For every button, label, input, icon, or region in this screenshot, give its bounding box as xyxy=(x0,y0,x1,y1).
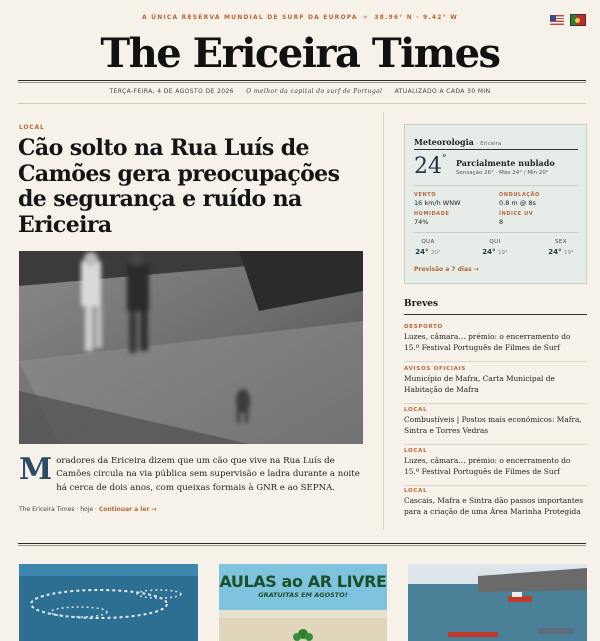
wind-stat xyxy=(414,192,461,207)
aulas-subtitle: GRATUITAS EM AGOSTO! xyxy=(258,591,348,599)
section-rule xyxy=(18,543,586,544)
continue-reading-link[interactable]: Continuar a ler → xyxy=(98,506,157,513)
byline-text: The Ericeira Times · hoje · xyxy=(19,506,97,513)
brief-text: Combustíveis | Postos mais económicos: Mafra, Sintra e Torres Vedras xyxy=(404,415,582,435)
masthead-rule xyxy=(18,80,586,81)
brief-text: Luzes, câmara… prémio: o encerramento do 15.º Festival Português de Filmes de Surf xyxy=(404,456,571,476)
stat-label: ONDULAÇÃO xyxy=(499,192,540,198)
harbour-photo xyxy=(408,564,587,641)
dateline xyxy=(0,88,600,95)
stat-label: ÍNDICE UV xyxy=(499,211,534,217)
forecast-high: 24° xyxy=(415,248,429,256)
brief-category: LOCAL xyxy=(404,488,428,494)
seven-day-forecast-link[interactable]: Previsão a 7 dias → xyxy=(414,266,479,273)
tagline-text: A ÚNICA RESERVA MUNDIAL DE SURF DA EUROPA xyxy=(142,14,358,21)
forecast-low: 19° xyxy=(497,250,508,256)
stat-label: HUMIDADE xyxy=(414,211,450,217)
main-story-kicker[interactable]: LOCAL xyxy=(19,124,45,131)
uv-stat xyxy=(499,211,533,226)
forecast-day-name: SEX xyxy=(555,239,567,245)
brief-category: LOCAL xyxy=(404,448,428,454)
weather-condition: Parcialmente nublado xyxy=(456,158,555,168)
aulas-title: AULAS ao AR LIVRE xyxy=(219,572,387,591)
forecast-day xyxy=(475,239,515,256)
column-divider xyxy=(383,112,384,530)
masthead-title[interactable]: The Ericeira Times xyxy=(100,30,500,77)
main-story-image[interactable] xyxy=(19,251,363,444)
dropcap: M xyxy=(19,452,53,487)
brief-item[interactable] xyxy=(404,366,587,404)
forecast-low: 19° xyxy=(563,250,574,256)
weather-title-text: Meteorologia xyxy=(414,137,474,147)
forecast-day-name: QUI xyxy=(489,239,501,245)
weather-widget xyxy=(404,124,587,284)
weather-title xyxy=(414,137,501,147)
forecast-divider xyxy=(414,232,578,233)
forecast-temps xyxy=(541,248,581,256)
brief-category: LOCAL xyxy=(404,407,428,413)
brief-category: DESPORTO xyxy=(404,324,444,330)
lead-text: oradores da Ericeira dizem que um cão que vive na Rua Luís de Camões circula na via pública sem supervisão e ladra durante a noite há cerca de dois anos, com queixas formais à GNR e ao SEPNA. xyxy=(56,456,360,493)
forecast-temps xyxy=(475,248,515,256)
story-card-surf-photo[interactable] xyxy=(19,564,198,641)
forecast-high: 24° xyxy=(482,248,496,256)
brief-text: Município de Mafra, Carta Municipal de Habitação de Mafra xyxy=(404,374,555,394)
forecast-day xyxy=(541,239,581,256)
stat-label: VENTO xyxy=(414,192,437,198)
stat-value: 74% xyxy=(414,218,429,226)
section-rule-thin xyxy=(18,545,586,546)
coordinates: 38.96° N · 9.42° W xyxy=(374,14,458,21)
weather-location: · Ericeira xyxy=(476,141,502,147)
weather-feels-like: Sensação 26° · Máx 24° / Mín 20° xyxy=(456,170,549,176)
street-photo xyxy=(19,251,363,444)
main-story-lead xyxy=(19,452,363,495)
breves-title: Breves xyxy=(404,299,439,309)
story-card-aulas[interactable] xyxy=(219,564,387,641)
brief-text: Cascais, Mafra e Sintra dão passos importantes para a criação de uma Área Marinha Protegida xyxy=(404,496,584,516)
weather-rule xyxy=(414,149,578,150)
surfers-circle-photo xyxy=(19,564,198,641)
motto: O melhor da capital do surf de Portugal xyxy=(246,88,383,95)
byline xyxy=(19,506,157,513)
portugal-flag-icon[interactable] xyxy=(570,14,586,26)
temperature-value: 24 xyxy=(414,154,442,179)
humidity-stat xyxy=(414,211,449,226)
brief-text: Luzes, câmara… prémio: o encerramento do 15.º Festival Português de Filmes de Surf xyxy=(404,332,571,352)
temperature-unit: ° xyxy=(442,154,447,164)
tagline xyxy=(0,14,600,21)
forecast-high: 24° xyxy=(548,248,562,256)
story-card-harbour-photo[interactable] xyxy=(408,564,587,641)
brief-item[interactable] xyxy=(404,448,587,486)
masthead-rule-thin xyxy=(18,82,586,83)
brief-item[interactable] xyxy=(404,488,587,520)
weather-temperature xyxy=(414,154,447,179)
stat-value: 0.8 m @ 8s xyxy=(499,199,536,207)
stat-value: 16 km/h WNW xyxy=(414,199,461,207)
forecast-day-name: QUA xyxy=(421,239,435,245)
update-frequency: ATUALIZADO A CADA 30 MIN xyxy=(394,88,491,95)
breves-rule xyxy=(404,314,587,315)
dateline-rule xyxy=(18,103,586,104)
weather-divider xyxy=(414,185,578,186)
date: TERÇA-FEIRA, 4 DE AGOSTO DE 2026 xyxy=(109,88,234,95)
brief-category: AVISOS OFICIAIS xyxy=(404,366,467,372)
star-icon: ★ xyxy=(362,14,370,21)
forecast-low: 20° xyxy=(430,250,441,256)
forecast-day xyxy=(408,239,448,256)
main-story-headline[interactable]: Cão solto na Rua Luís de Camões gera preocupações de segurança e ruído na Ericeira xyxy=(18,135,340,238)
stat-value: 8 xyxy=(499,218,504,226)
forecast-temps xyxy=(408,248,448,256)
brief-item[interactable] xyxy=(404,324,587,362)
us-flag-icon[interactable] xyxy=(550,15,564,25)
swell-stat xyxy=(499,192,540,207)
brief-item[interactable] xyxy=(404,407,587,445)
